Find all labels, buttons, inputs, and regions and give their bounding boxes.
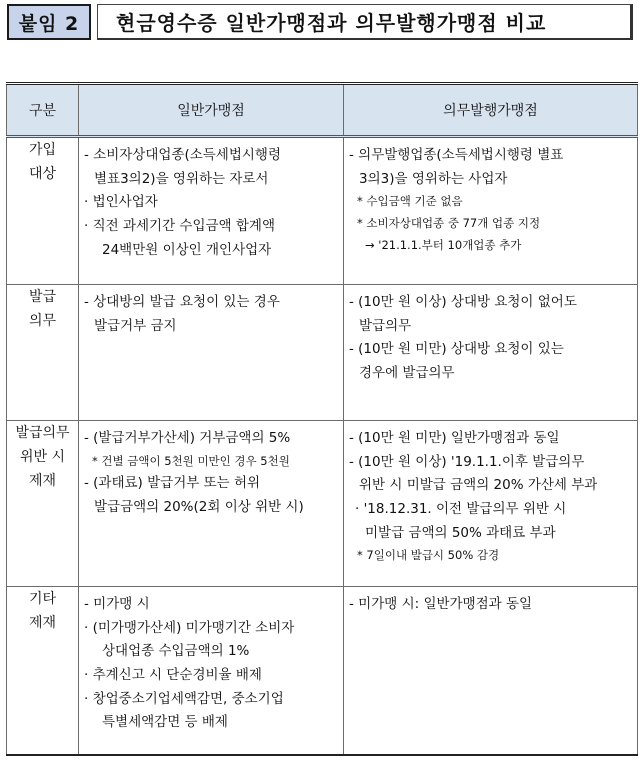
header [7, 4, 633, 42]
mandatory-cell: - 미가맹 시: 일반가맹점과 동일 [344, 587, 638, 755]
attachment-badge: 붙임 2 [7, 4, 91, 40]
table-row-violation-penalty [7, 421, 638, 587]
row-category: 가입 대상 [7, 137, 79, 285]
comparison-table [6, 82, 638, 756]
table-row-enrollment [7, 137, 638, 285]
general-cell: - (발급거부가산세) 거부금액의 5% * 건별 금액이 5천원 미만인 경우 5천원 - (과태료) 발급거부 또는 허위 발급금액의 20%(2회 이상 위반 시) [79, 421, 344, 587]
mandatory-cell: - (10만 원 이상) 상대방 요청이 없어도 발급의무 - (10만 원 미만) 상대방 요청이 있는 경우에 발급의무 [344, 285, 638, 421]
mandatory-cell: - 의무발행업종(소득세법시행령 별표 3의3)을 영위하는 사업자 * 수입금액 기준 없음 * 소비자상대업종 중 77개 업종 지정 → '21.1.1.부터 10개업종 추가 [344, 137, 638, 285]
general-cell: - 소비자상대업종(소득세법시행령 별표3의2)을 영위하는 자로서 · 법인사업자 · 직전 과세기간 수입금액 합계액 24백만원 이상인 개인사업자 [79, 137, 344, 285]
row-category: 기타 제재 [7, 587, 79, 755]
column-header-category: 구분 [7, 84, 79, 137]
row-category: 발급의무 위반 시 제재 [7, 421, 79, 587]
table-header-row [7, 84, 638, 137]
column-header-general: 일반가맹점 [79, 84, 344, 137]
mandatory-cell: - (10만 원 미만) 일반가맹점과 동일 - (10만 원 이상) '19.1.1.이후 발급의무 위반 시 미발급 금액의 20% 가산세 부과 · '18.12.31. 이전 발급의무 위반 시 미발급 금액의 50% 과태료 부과 * 7일이내 발급시 50% 감경 [344, 421, 638, 587]
general-cell: - 미가맹 시 · (미가맹가산세) 미가맹기간 소비자 상대업종 수입금액의 1% · 추계신고 시 단순경비율 배제 · 창업중소기업세액감면, 중소기업 특별세액감면 등 배제 [79, 587, 344, 755]
page-title: 현금영수증 일반가맹점과 의무발행가맹점 비교 [97, 4, 633, 40]
general-cell: - 상대방의 발급 요청이 있는 경우 발급거부 금지 [79, 285, 344, 421]
column-header-mandatory: 의무발행가맹점 [344, 84, 638, 137]
row-category: 발급 의무 [7, 285, 79, 421]
table-row-issuance-duty [7, 285, 638, 421]
table-row-other-penalty [7, 587, 638, 755]
